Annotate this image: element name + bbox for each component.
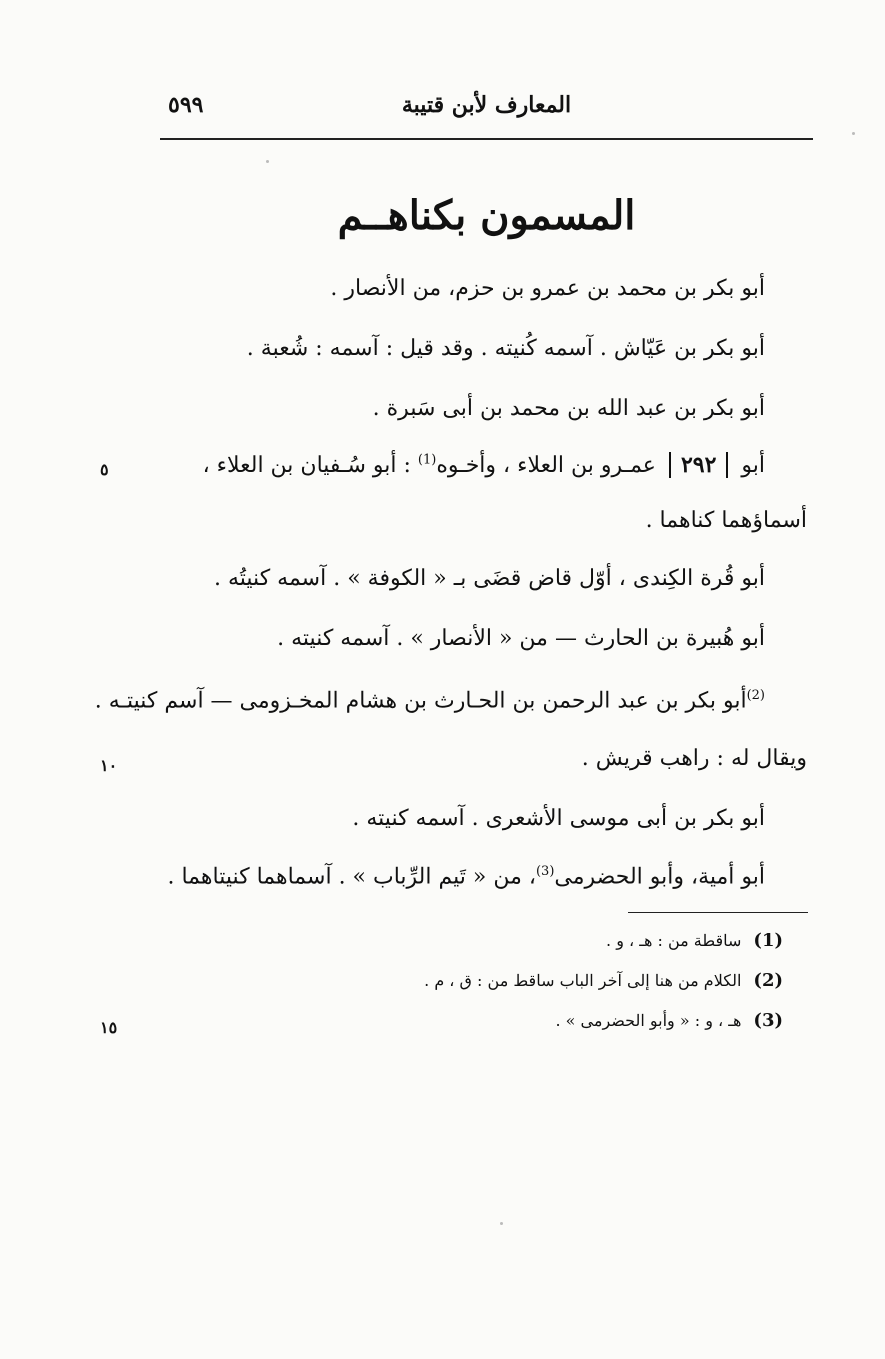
footnote: (3)هـ ، و : « وأبو الحضرمى » . [555,1010,783,1031]
footnote-marker: (2) [746,688,765,703]
entry-line: أبو ٢٩٢ عمـرو بن العلاء ، وأخـوه$^{(1)}$ : أبو سُـفيان بن العلاء ، [202,452,765,478]
footnote-marker: (3) [535,864,555,879]
running-title: المعارف لأبن قتيبة [401,92,572,118]
footnote-number: (1) [753,930,783,951]
page-number: ٥٩٩ [168,92,204,118]
entry-line: $^{(2)}$أبو بكر بن عبد الرحمن بن الحـارث بن هشام المخـزومى — آسم كنيتـه . [94,688,765,714]
running-header [160,92,813,128]
section-title: المسمون بكناهــم [337,192,636,239]
paper-speck [500,1222,503,1225]
footnote-marker: (1) [417,452,437,468]
entry-line: أبو هُبيرة بن الحارث — من « الأنصار » . آسمه كنيته . [277,626,765,651]
entry-line: أبو بكر بن محمد بن عمرو بن حزم، من الأنصار . [330,276,765,301]
entry-line: ويقال له : راهب قريش . [581,746,807,771]
footnote-rule [628,912,808,913]
footnote-number: (3) [753,1010,783,1031]
page-reference-box: ٢٩٢ [669,452,728,478]
line-number: ١٠ [100,756,118,775]
footnote: (2)الكلام من هنا إلى آخر الباب ساقط من : ق ، م . [424,970,783,991]
footnote-number: (2) [753,970,783,991]
entry-line: أبو بكر بن عبد الله بن محمد بن أبى سَبرة . [372,396,765,421]
entry-line: أسماؤهما كناهما . [645,508,807,533]
entry-line: أبو بكر بن أبى موسى الأشعرى . آسمه كنيته . [352,806,765,831]
line-number: ٥ [100,460,109,479]
paper-speck [852,132,855,135]
paper-speck [266,160,269,163]
entry-line: أبو أمية، وأبو الحضرمى$^{(3)}$، من « تَيم الرِّباب » . آسماهما كنيتاهما . [167,864,765,890]
header-rule [160,138,813,140]
line-number: ١٥ [100,1018,118,1037]
footnote: (1)ساقطة من : هـ ، و . [606,930,783,951]
entry-line: أبو قُرة الكِندى ، أوّل قاض قضَى بـ « الكوفة » . آسمه كنيتُه . [214,566,765,591]
entry-line: أبو بكر بن عَيّاش . آسمه كُنيته . وقد قيل : آسمه : شُعبة . [246,336,765,361]
